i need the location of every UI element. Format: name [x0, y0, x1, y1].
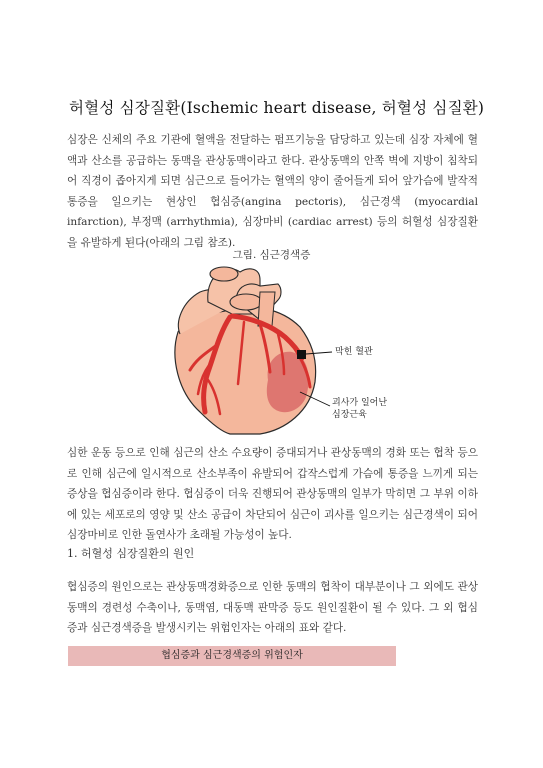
intro-paragraph: 심장은 신체의 주요 기관에 혈액을 전달하는 펌프기능을 담당하고 있는데 심장 자체에 혈액과 산소를 공급하는 동맥을 관상동맥이라고 한다. 관상동맥의 안쪽 벽에 지방이 침착되어 직경이 좁아지게 되면 심근으로 들어가는 혈액의 양이 줄어들게 되어 앞가슴에 발작적 통증을 일으키는 현상인 협심증(angina pectoris), 심근경색 (myocardial infarction), 부정맥 (arrhythmia), 심장마비 (cardiac arrest) 등의 허혈성 심장질환을 유발하게 된다(아래의 그림 참조). — [67, 134, 478, 249]
page-title: 허혈성 심장질환(Ischemic heart disease, 허혈성 심질환) — [69, 99, 485, 117]
label-blocked-vessel: 막힌 혈관 — [335, 347, 373, 357]
label-necrosis-line1: 괴사가 일어난 — [332, 398, 388, 408]
section-heading: 1. 허혈성 심장질환의 원인 — [67, 547, 195, 560]
figure-caption: 그림. 심근경색증 — [232, 249, 311, 261]
angina-paragraph: 심한 운동 등으로 인해 심근의 산소 수요량이 증대되거나 관상동맥의 경화 또는 협착 등으로 인해 심근에 일시적으로 산소부족이 유발되어 갑작스럽게 가슴에 통증을 느끼게 되는 증상을 협심증이라 한다. 협심증이 더욱 진행되어 관상동맥의 일부가 막히면 그 부위 이하에 있는 세포로의 영양 및 산소 공급이 차단되어 심근이 괴사를 일으키는 심근경색이 되어 심장마비로 인한 돌연사가 초래될 가능성이 높다. — [67, 447, 478, 541]
blocked-vessel-marker — [297, 350, 306, 359]
risk-factor-table-title: 협심증과 심근경색증의 위험인자 — [161, 650, 303, 661]
causes-paragraph: 협심증의 원인으로는 관상동맥경화증으로 인한 동맥의 협착이 대부분이나 그 외에도 관상동맥의 경련성 수축이나, 동맥염, 대동맥 판막증 등도 원인질환이 될 수 있다. 그 외 협심증과 심근경색증을 발생시키는 위험인자는 아래의 표와 같다. — [67, 581, 478, 634]
label-necrosis — [332, 397, 387, 421]
label-necrosis-line2: 심장근육 — [332, 410, 367, 420]
risk-factor-table-header — [68, 646, 396, 666]
